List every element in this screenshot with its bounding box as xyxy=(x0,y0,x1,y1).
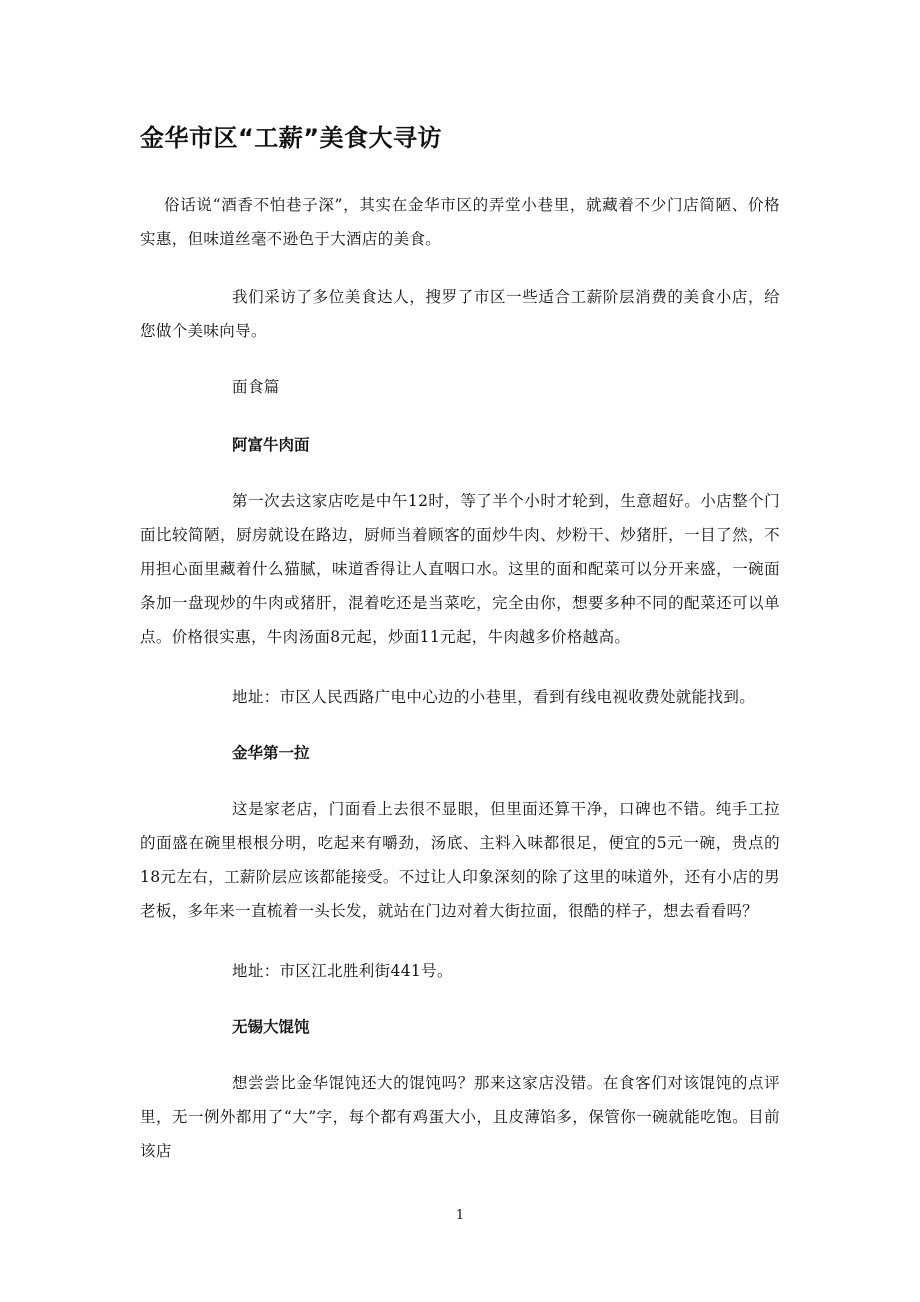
shop-address-afu: 地址：市区人民西路广电中心边的小巷里，看到有线电视收费处就能找到。 xyxy=(232,688,756,706)
shop-heading-afu: 阿富牛肉面 xyxy=(232,436,310,454)
shop-heading-wuxi-wonton: 无锡大馄饨 xyxy=(232,1018,310,1036)
page-number: 1 xyxy=(455,1208,465,1223)
shop-heading-jinhua-first-la: 金华第一拉 xyxy=(232,744,310,762)
section-label: 面食篇 xyxy=(232,378,280,396)
shop-description-jinhua-first-la: 这是家老店，门面看上去很不显眼，但里面还算干净，口碑也不错。纯手工拉的面盛在碗里根根分明，吃起来有嚼劲，汤底、主料入味都很足，便宜的5元一碗，贵点的18元左右，工薪阶层应该都能接受。不过让人印象深刻的除了这里的味道外，还有小店的男老板，多年来一直梳着一头长发，就站在门边对着大街拉面，很酷的样子，想去看看吗？ xyxy=(140,800,780,920)
shop-address-jinhua-first-la: 地址：市区江北胜利街441号。 xyxy=(232,962,453,980)
intro-paragraph-2: 我们采访了多位美食达人，搜罗了市区一些适合工薪阶层消费的美食小店，给您做个美味向导。 xyxy=(140,288,780,340)
shop-description-afu: 第一次去这家店吃是中午12时，等了半个小时才轮到，生意超好。小店整个门面比较简陋，厨房就设在路边，厨师当着顾客的面炒牛肉、炒粉干、炒猪肝，一目了然，不用担心面里藏着什么猫腻，味道香得让人直咽口水。这里的面和配菜可以分开来盛，一碗面条加一盘现炒的牛肉或猪肝，混着吃还是当菜吃，完全由你，想要多种不同的配菜还可以单点。价格很实惠，牛肉汤面8元起，炒面11元起，牛肉越多价格越高。 xyxy=(140,492,780,646)
intro-paragraph-1: 俗话说“酒香不怕巷子深”，其实在金华市区的弄堂小巷里，就藏着不少门店简陋、价格实惠，但味道丝毫不逊色于大酒店的美食。 xyxy=(140,196,780,248)
shop-description-wuxi-wonton: 想尝尝比金华馄饨还大的馄饨吗？那来这家店没错。在食客们对该馄饨的点评里，无一例外都用了“大”字，每个都有鸡蛋大小，且皮薄馅多，保管你一碗就能吃饱。目前该店 xyxy=(140,1074,780,1160)
document-title: 金华市区“工薪”美食大寻访 xyxy=(140,124,443,152)
